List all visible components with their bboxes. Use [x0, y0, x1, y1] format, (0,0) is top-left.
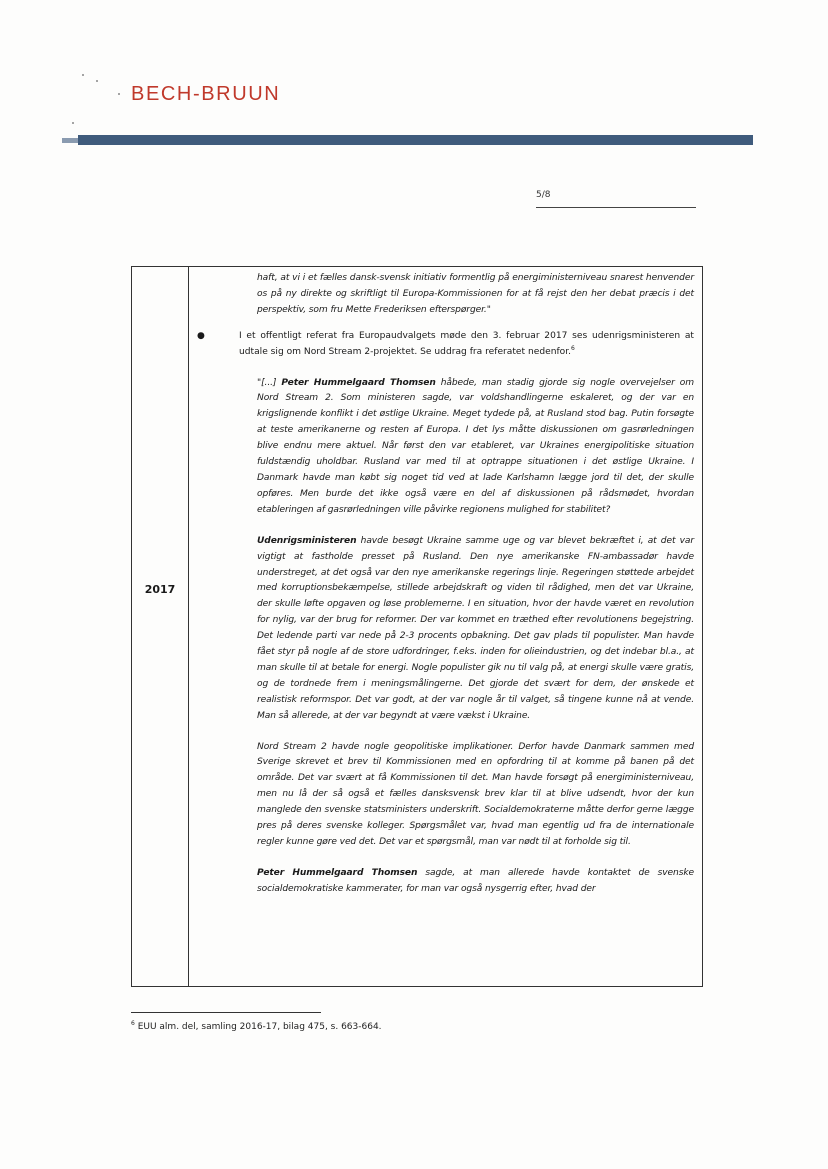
page-number: 5/8 — [536, 190, 551, 200]
header-bar — [78, 135, 753, 145]
intro-quote: haft, at vi i et fælles dansk-svensk initiativ formentlig på energiministerniveau snarest henvender os på ny direkte og skriftligt til Europa-Kommissionen for at få rejst den her debat præcis i det perspektiv, som fru Mette Frederiksen efterspørger." — [257, 273, 694, 315]
timeline-table — [131, 266, 703, 987]
company-logo: BECH-BRUUN — [131, 83, 281, 105]
footnote-ref: 6 — [571, 344, 575, 352]
quote-paragraph-3: Nord Stream 2 havde nogle geopolitiske implikationer. Derfor havde Danmark sammen med Sverige skrevet et brev til Kommissionen med en opfordring til at komme på banen på det område. Det var svært at få Kommissionen til det. Man havde forsøgt på energiministerniveau, men nu lå der så også et fælles dansksvensk brev klar til at blive udsendt, hvor der kun manglede den svenske statsministers underskrift. Socialdemokraterne måtte derfor gerne lægge pres på deres svenske kolleger. Spørgsmålet var, hvad man egentlig ud fra de internationale regler kunne gøre ved det. Det var et spørgsmål, man var nødt til at forholde sig til. — [257, 741, 694, 847]
footnote-text: EUU alm. del, samling 2016-17, bilag 475, s. 663-664. — [134, 1022, 382, 1032]
header-bar-accent — [62, 138, 78, 143]
quote-paragraph-1: "[...] Peter Hummelgaard Thomsen håbede, man stadig gjorde sig nogle overvejelser om Nord Stream 2. Som ministeren sagde, var voldshandlingerne eskaleret, og der var en krigslignende konflikt i det østlige Ukraine. Meget tydede på, at Rusland stod bag. Putin forsøgte at teste amerikanerne og resten af Europa. I det lys måtte diskussionen om gasrørledningen blive endnu mere aktuel. Når først den var etableret, var Ukraines energipolitiske situation fuldstændig uholdbar. Rusland var med til at optrappe situationen i det østlige Ukraine. I Danmark havde man købt sig noget tid ved at lade Karlshamn lægge jord til det, der skulle opføres. Men burde det ikke også være en del af diskussionen på rådsmødet, hvordan etableringen af gasrørledningen ville påvirke regionens mulighed for stabilitet? — [257, 377, 694, 515]
quote-paragraph-4: Peter Hummelgaard Thomsen sagde, at man allerede havde kontaktet de svenske socialdemokratiske kammerater, for man var også nysgerrig efter, hvad der — [257, 867, 694, 894]
speaker-name: Peter Hummelgaard Thomsen — [257, 867, 418, 878]
footnote-rule — [131, 1012, 321, 1013]
scan-speck — [72, 122, 74, 124]
scan-speck — [96, 80, 98, 82]
column-divider — [188, 267, 189, 986]
scan-speck — [82, 74, 84, 76]
bullet-icon: ● — [197, 330, 205, 341]
speaker-name: Peter Hummelgaard Thomsen — [281, 377, 436, 388]
scan-speck — [118, 93, 120, 95]
entry-cell — [196, 271, 694, 898]
year-cell: 2017 — [144, 583, 176, 596]
bullet-text: I et offentligt referat fra Europaudvalgets møde den 3. februar 2017 ses udenrigsministeren at udtale sig om Nord Stream 2-projektet. Se uddrag fra referatet nedenfor.$^6$ — [239, 330, 694, 357]
speaker-name: Udenrigsministeren — [257, 535, 357, 546]
footnote-number: 6 — [131, 1020, 135, 1027]
bullet-item — [196, 329, 694, 361]
quote-paragraph-2: Udenrigsministeren havde besøgt Ukraine samme uge og var blevet bekræftet i, at det var vigtigt at fastholde presset på Rusland. Den nye amerikanske FN-ambassadør havde understreget, at det også var den nye amerikanske regerings linje. Regeringen støttede arbejdet med korruptionsbekæmpelse, stillede arbejdskraft og viden til rådighed, men det var Ukraine, der skulle løfte opgaven og løse problemerne. I en situation, hvor der havde været en revolution for nylig, var der brug for reformer. Der var kommet en træthed efter revolutionens begejstring. Det ledende parti var nede på 2-3 procents opbakning. Det gav plads til populister. Man havde fået styr på nogle af de store udfordringer, f.eks. inden for olieindustrien, og det indebar bl.a., at man skulle til at betale for energi. Nogle populister gik nu til valg på, at energi skulle være gratis, og de tordnede frem i meningsmålingerne. Det gjorde det svært for dem, der ønskede et realistisk reformspor. Det var godt, at der var nogle år til valget, så tingene kunne nå at vende. Man så allerede, at der var begyndt at være vækst i Ukraine. — [257, 535, 694, 721]
page-number-rule — [536, 207, 696, 208]
footnote — [131, 1022, 382, 1032]
